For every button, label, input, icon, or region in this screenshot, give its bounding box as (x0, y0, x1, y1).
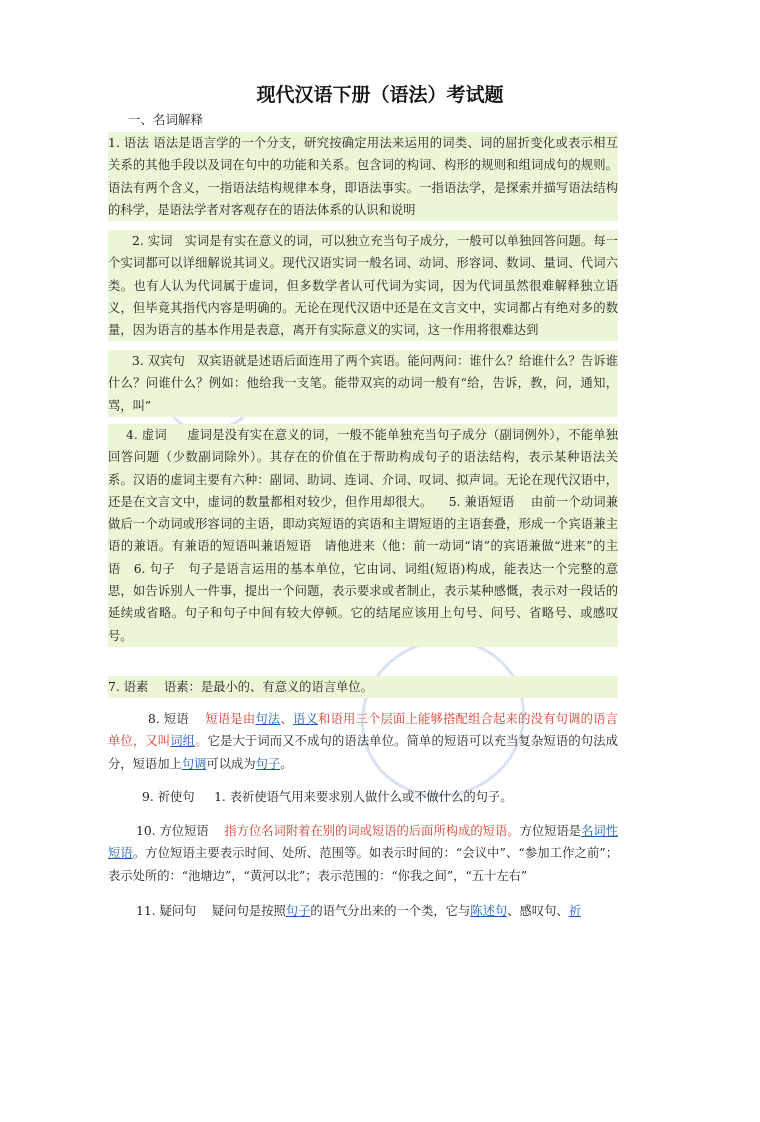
entry-content-word (108, 230, 618, 341)
entry-double-object (108, 350, 618, 417)
entry-text: 语素：是最小的、有意义的语言单位。 (163, 680, 373, 694)
entry-term: 3. 双宾句 (132, 354, 185, 368)
link-sentence[interactable]: 句子 (285, 904, 311, 918)
entry-morpheme (108, 676, 618, 698)
entry-term: 9. 祈使句 (142, 790, 195, 804)
link-sentence[interactable]: 句子 (255, 756, 281, 771)
link-semantics[interactable]: 语义 (292, 712, 318, 726)
entry-term: 1. 语法 (108, 136, 150, 150)
entry-term: 5. 兼语短语 (448, 494, 515, 509)
entry-text: 实词是有实在意义的词，可以独立充当句子成分，一般可以单独回答问题。每一个实词都可以详细解说其词义。现代汉语实词一般名词、动词、形容词、数词、量词、代词六类。也有人认为代词属于虚词，但多数学者认可代词为实词，因为代词虽然很难解释独立语义，但毕竟其指代内容是明确的。无论在现代汉语中还是在文言文中，实词都占有绝对多的数量，因为语言的基本作用是表意，离开有实际意义的实词，这一作用将很难达到 (108, 234, 618, 338)
link-imperative[interactable]: 祈 (568, 904, 581, 918)
entry-text: 1. 表祈使语气用来要求别人做什么或不做什么的句子。 (214, 790, 513, 804)
entry-text: 虚词是没有实在意义的词，一般不能单独充当句子成分（副词例外），不能单独回答问题（少数副词除外）。其存在的价值在于帮助构成句子的语法结构，表示某种语法关系。汉语的虚词主要有六种：副词、助词、连词、介词、叹词、拟声词。无论在现代汉语中，还是在文言文中，虚词的数量都相对较少，但作用却很大。 (108, 428, 618, 509)
entry-term: 10. 方位短语 (136, 824, 209, 838)
link-declarative[interactable]: 陈述句 (470, 904, 508, 918)
link-noun-phrase[interactable]: 名词性短语 (108, 824, 618, 861)
entry-term: 4. 虚词 (126, 428, 167, 442)
link-word-group[interactable]: 词组 (170, 734, 196, 749)
entry-imperative (108, 786, 618, 808)
entry-text: 句子是语言运用的基本单位，它由词、词组(短语)构成，能表达一个完整的意思，如告诉别人一件事，提出一个问题，表示要求或者制止，表示某种感慨，表示对一段话的延续或省略。句子和句子中间有较大停顿。它的结尾应该用上句号、问号、省略号、或感叹号。 (108, 561, 618, 643)
entry-interrogative: 11. 疑问句 疑问句是按照句子的语气分出来的一个类，它与陈述句、感叹句、祈 (136, 904, 581, 918)
entry-phrase: 8. 短语 短语是由句法、语义和语用三个层面上能够搭配组合起来的没有句调的语言单位，又叫词组。它是大于词而又不成句的语法单位。简单的短语可以充当复杂短语的句法成分，短语加上句调可以成为句子。 (108, 712, 618, 771)
entry-term: 11. 疑问句 (136, 904, 197, 918)
entry-locative-phrase: 10. 方位短语 指方位名词附着在别的词或短语的后面所构成的短语。方位短语是名词性短语。方位短语主要表示时间、处所、范围等。如表示时间的：“会议中”、“参加工作之前”；表示处所的：“池塘边”，“黄河以北”；表示范围的：“你我之间”，“五十左右” (108, 824, 618, 883)
entry-term: 2. 实词 (132, 234, 173, 248)
entry-text: 由前一个动词兼做后一个动词或形容词的主语，即动宾短语的宾语和主谓短语的主语套叠，形成一个宾语兼主语的兼语。有兼语的短语叫兼语短语 请他进来（他：前一动词“请”的宾语兼做“进来”的主语 (108, 494, 618, 576)
entry-function-word (108, 424, 618, 647)
entry-text: 双宾语就是述语后面连用了两个宾语。能问两问：谁什么？给谁什么？告诉谁什么？问谁什么？例如：他给我一支笔。能带双宾的动词一般有“给，告诉，教，问，通知，骂，叫” (108, 354, 618, 413)
link-intonation[interactable]: 句调 (181, 756, 207, 771)
link-syntax[interactable]: 句法 (255, 712, 281, 726)
entry-text: 语法是语言学的一个分支，研究按确定用法来运用的词类、词的屈折变化或表示相互关系的其他手段以及词在句中的功能和关系。包含词的构词、构形的规则和组词成句的规则。语法有两个含义，一指语法结构规律本身，即语法事实。一指语法学，是探索并描写语法结构的科学，是语法学者对客观存在的语法体系的认识和说明 (108, 136, 618, 217)
entry-grammar (108, 132, 618, 221)
entry-term: 8. 短语 (148, 712, 189, 726)
section-heading: 一、名词解释 (128, 112, 204, 127)
page-title: 现代汉语下册（语法）考试题 (256, 84, 504, 106)
entry-term: 6. 句子 (133, 561, 176, 576)
entry-term: 7. 语素 (108, 680, 149, 694)
